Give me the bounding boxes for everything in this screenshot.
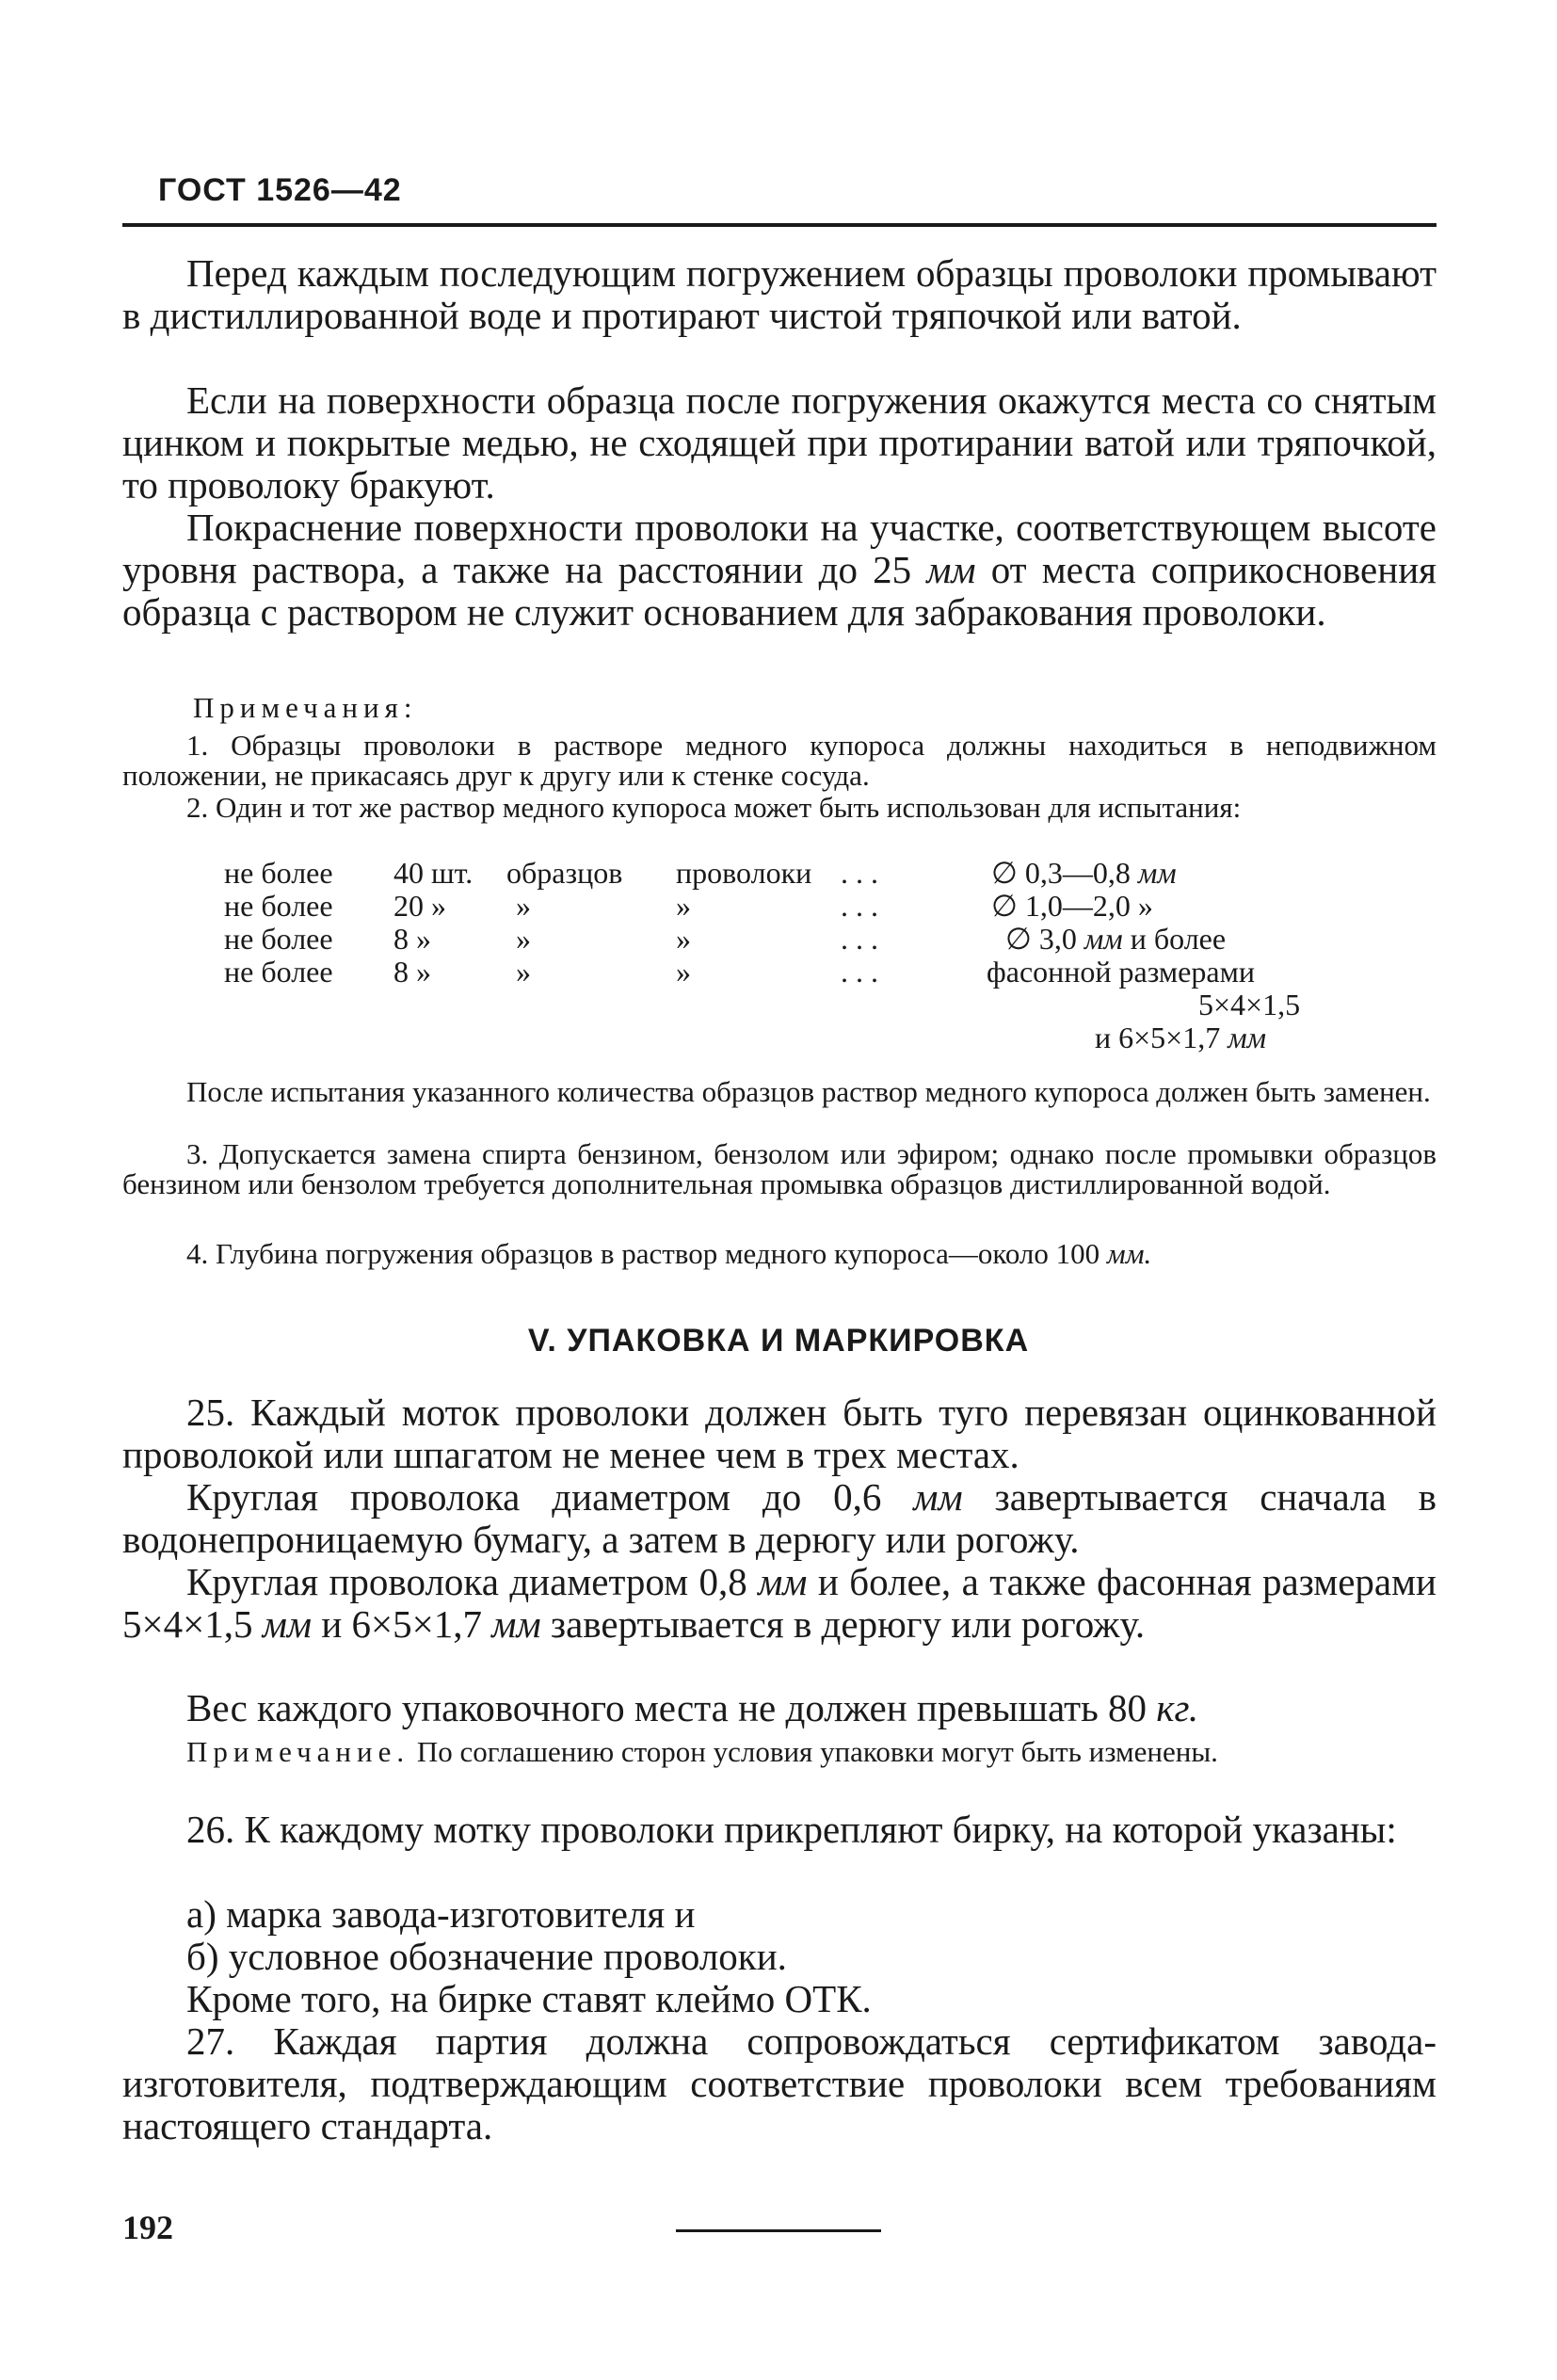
usage-row: 5×4×1,5 xyxy=(1198,988,1301,1021)
note-1: 1. Образцы проволоки в растворе медного купороса должны находиться в неподвижном положении, не прикасаясь друг к другу или к стенке сосуда. xyxy=(122,729,1437,792)
paragraph-26-item-b: б) условное обозначение проволоки. xyxy=(186,1935,787,1978)
usage-table xyxy=(224,857,1354,1054)
document-header: ГОСТ 1526—42 xyxy=(158,172,402,208)
usage-row: не более 20 » » » . . . ∅ 1,0—2,0 » xyxy=(224,889,1153,923)
usage-row: не более 8 » » » . . . ∅ 3,0 мм и более xyxy=(224,922,1227,956)
notes-heading: Примечания: xyxy=(193,691,418,724)
paragraph-25-weight: Вес каждого упаковочного места не должен превышать 80 кг. xyxy=(186,1686,1199,1729)
usage-row: не более 40 шт. образцов проволоки . . . ∅ 0,3—0,8 мм xyxy=(224,856,1177,890)
section-title: V. УПАКОВКА И МАРКИРОВКА xyxy=(527,1323,1030,1359)
note-2: 2. Один и тот же раствор медного купороса может быть использован для испытания: xyxy=(186,791,1242,824)
note-4: 4. Глубина погружения образцов в раствор медного купороса—около 100 мм. xyxy=(186,1237,1152,1270)
usage-row: и 6×5×1,7 мм xyxy=(1095,1021,1267,1054)
packing-note: Примечание. По соглашению сторон условия упаковки могут быть изменены. xyxy=(186,1735,1218,1768)
note-3: 3. Допускается замена спирта бензином, бензолом или эфиром; однако после промывки образцов бензином или бензолом требуется дополнительная промывка образцов дистиллированной водой. xyxy=(122,1137,1437,1200)
paragraph-25: 25. Каждый моток проволоки должен быть туго перевязан оцинкованной проволокой или шпагатом не менее чем в трех местах. xyxy=(122,1391,1437,1476)
paragraph-26-stamp: Кроме того, на бирке ставят клеймо ОТК. xyxy=(186,1977,872,2020)
paragraph-27: 27. Каждая партия должна сопровождаться сертификатом завода-изготовителя, подтверждающим соответствие проволоки всем требованиям настоящего стандарта. xyxy=(122,2019,1437,2147)
paragraph-26: 26. К каждому мотку проволоки прикрепляют бирку, на которой указаны: xyxy=(186,1808,1397,1851)
header-rule xyxy=(122,223,1437,227)
note-2-after: После испытания указанного количества образцов раствор медного купороса должен быть заменен. xyxy=(186,1075,1431,1108)
paragraph-reject: Если на поверхности образца после погружения окажутся места со снятым цинком и покрытые медью, не сходящей при протирании ватой или тряпочкой, то проволоку бракуют. xyxy=(122,378,1437,507)
paragraph-reddening: Покраснение поверхности проволоки на участке, соответствующем высоте уровня раствора, а также на расстоянии до 25 мм от места соприкосновения образца с раствором не служит основанием для забракования проволоки. xyxy=(122,506,1437,634)
page-number: 192 xyxy=(122,2209,173,2246)
paragraph-26-item-a: а) марка завода-изготовителя и xyxy=(186,1892,696,1936)
footer-rule xyxy=(676,2229,881,2232)
paragraph-25-round-large: Круглая проволока диаметром 0,8 мм и более, а также фасонная размерами 5×4×1,5 мм и 6×5×1,7 мм завертывается в дерюгу или рогожу. xyxy=(122,1560,1437,1646)
paragraph-25-round-small: Круглая проволока диаметром до 0,6 мм завертывается сначала в водонепроницаемую бумагу, а затем в дерюгу или рогожу. xyxy=(122,1475,1437,1561)
usage-row: не более 8 » » » . . . фасонной размерами xyxy=(224,955,1255,989)
paragraph-rinse: Перед каждым последующим погружением образцы проволоки промывают в дистиллированной воде и протирают чистой тряпочкой или ватой. xyxy=(122,251,1437,337)
